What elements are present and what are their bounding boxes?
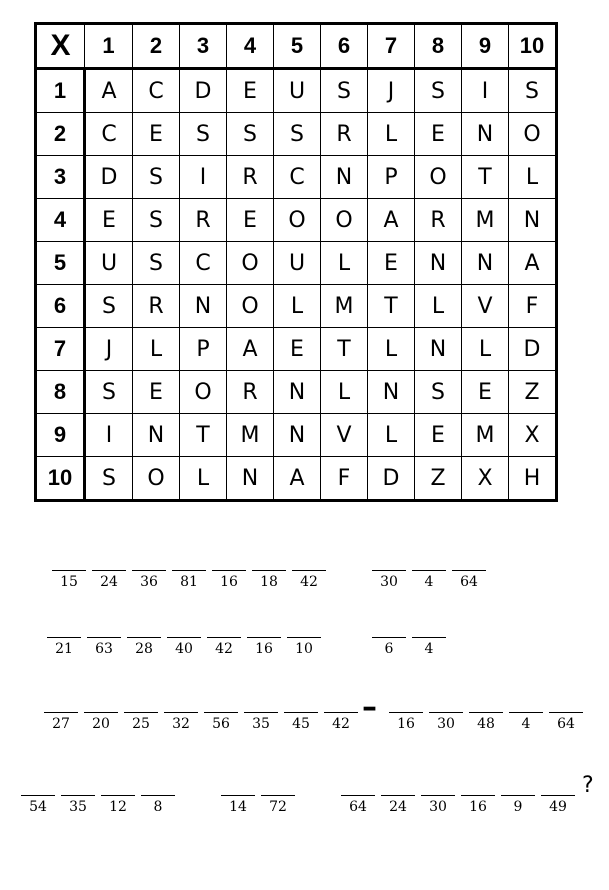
grid-cell: N <box>368 371 415 414</box>
row-header: 4 <box>36 199 85 242</box>
grid-cell: S <box>274 113 321 156</box>
grid-cell: L <box>133 328 180 371</box>
grid-cell: S <box>133 156 180 199</box>
grid-cell: J <box>368 69 415 113</box>
grid-cell: S <box>133 242 180 285</box>
answer-blank[interactable]: 16 <box>212 570 246 600</box>
grid-cell: L <box>274 285 321 328</box>
grid-cell: R <box>227 156 274 199</box>
grid-row <box>36 285 557 328</box>
grid-cell: A <box>274 457 321 501</box>
grid-cell: E <box>415 113 462 156</box>
question-mark: ? <box>582 773 594 798</box>
grid-cell: R <box>180 199 227 242</box>
grid-cell: L <box>368 414 415 457</box>
grid-cell: L <box>368 113 415 156</box>
grid-cell: O <box>321 199 368 242</box>
row-header: 10 <box>36 457 85 501</box>
grid-cell: S <box>180 113 227 156</box>
answer-blank[interactable]: 24 <box>92 570 126 600</box>
grid-cell: E <box>274 328 321 371</box>
grid-cell: N <box>415 242 462 285</box>
grid-cell: S <box>321 69 368 113</box>
grid-cell: L <box>321 242 368 285</box>
grid-cell: J <box>85 328 133 371</box>
row-header: 1 <box>36 69 85 113</box>
answer-blank[interactable]: 32 <box>164 712 198 742</box>
grid-cell: E <box>368 242 415 285</box>
hyphen-mark: – <box>362 690 377 725</box>
row-header: 9 <box>36 414 85 457</box>
grid-cell: S <box>227 113 274 156</box>
answer-blank[interactable]: 12 <box>101 795 135 825</box>
answer-blank[interactable]: 42 <box>207 637 241 667</box>
grid-cell: N <box>180 285 227 328</box>
grid-cell: M <box>227 414 274 457</box>
grid-cell: P <box>180 328 227 371</box>
grid-cell: T <box>462 156 509 199</box>
column-header: 6 <box>321 24 368 69</box>
grid-cell: M <box>462 199 509 242</box>
grid-row <box>36 199 557 242</box>
grid-cell: D <box>85 156 133 199</box>
grid-cell: S <box>133 199 180 242</box>
grid-cell: S <box>85 457 133 501</box>
grid-cell: U <box>274 242 321 285</box>
answer-blank[interactable]: 56 <box>204 712 238 742</box>
grid-cell: D <box>509 328 557 371</box>
grid-cell: T <box>180 414 227 457</box>
grid-cell: E <box>85 199 133 242</box>
answer-blank[interactable]: 63 <box>87 637 121 667</box>
grid-cell: N <box>509 199 557 242</box>
grid-cell: L <box>462 328 509 371</box>
answer-blank[interactable]: 48 <box>469 712 503 742</box>
answer-blank[interactable]: 24 <box>381 795 415 825</box>
puzzle-line <box>0 690 609 752</box>
grid-cell: N <box>415 328 462 371</box>
grid-cell: I <box>180 156 227 199</box>
grid-cell: E <box>462 371 509 414</box>
grid-cell: O <box>133 457 180 501</box>
grid-cell: F <box>509 285 557 328</box>
row-header: 5 <box>36 242 85 285</box>
answer-blank[interactable]: 64 <box>341 795 375 825</box>
column-header: 10 <box>509 24 557 69</box>
answer-blank[interactable]: 28 <box>127 637 161 667</box>
answer-blank[interactable]: 4 <box>412 637 446 667</box>
grid-cell: E <box>227 69 274 113</box>
answer-blank[interactable]: 18 <box>252 570 286 600</box>
puzzle-line <box>0 773 609 835</box>
answer-blank[interactable]: 35 <box>61 795 95 825</box>
grid-cell: X <box>462 457 509 501</box>
answer-blank[interactable]: 15 <box>52 570 86 600</box>
grid-header-row <box>36 24 557 69</box>
answer-blank[interactable]: 40 <box>167 637 201 667</box>
grid-cell: S <box>85 285 133 328</box>
column-header: 8 <box>415 24 462 69</box>
answer-blank[interactable]: 30 <box>421 795 455 825</box>
answer-blank[interactable]: 25 <box>124 712 158 742</box>
cipher-grid <box>34 22 558 502</box>
answer-blank[interactable]: 10 <box>287 637 321 667</box>
answer-blank[interactable]: 45 <box>284 712 318 742</box>
grid-cell: N <box>462 113 509 156</box>
grid-cell: O <box>180 371 227 414</box>
answer-blank[interactable]: 30 <box>429 712 463 742</box>
grid-cell: D <box>368 457 415 501</box>
answer-blank[interactable]: 64 <box>452 570 486 600</box>
answer-blank[interactable]: 64 <box>549 712 583 742</box>
puzzle-line <box>0 637 609 677</box>
grid-cell: C <box>85 113 133 156</box>
answer-blank[interactable]: 36 <box>132 570 166 600</box>
grid-cell: D <box>180 69 227 113</box>
answer-blank[interactable]: 30 <box>372 570 406 600</box>
grid-cell: L <box>368 328 415 371</box>
grid-cell: N <box>274 371 321 414</box>
grid-cell: U <box>274 69 321 113</box>
column-header: 3 <box>180 24 227 69</box>
answer-blank[interactable]: 16 <box>461 795 495 825</box>
grid-cell: N <box>321 156 368 199</box>
grid-row <box>36 242 557 285</box>
answer-blank[interactable]: 72 <box>261 795 295 825</box>
grid-cell: A <box>85 69 133 113</box>
grid-cell: U <box>85 242 133 285</box>
grid-row <box>36 113 557 156</box>
grid-cell: S <box>509 69 557 113</box>
grid-cell: T <box>321 328 368 371</box>
grid-row <box>36 414 557 457</box>
grid-cell: O <box>227 285 274 328</box>
grid-cell: L <box>321 371 368 414</box>
grid-cell: X <box>509 414 557 457</box>
grid-cell: A <box>227 328 274 371</box>
grid-cell: O <box>415 156 462 199</box>
answer-blank[interactable]: 81 <box>172 570 206 600</box>
grid-cell: R <box>415 199 462 242</box>
grid-cell: F <box>321 457 368 501</box>
puzzle-line <box>0 570 609 610</box>
grid-cell: R <box>133 285 180 328</box>
grid-cell: S <box>85 371 133 414</box>
row-header: 6 <box>36 285 85 328</box>
grid-cell: C <box>274 156 321 199</box>
grid-cell: T <box>368 285 415 328</box>
column-header: 1 <box>85 24 133 69</box>
grid-row <box>36 156 557 199</box>
answer-blank[interactable]: 14 <box>221 795 255 825</box>
grid-cell: E <box>415 414 462 457</box>
answer-blank[interactable]: 21 <box>47 637 81 667</box>
answer-blank[interactable]: 4 <box>509 712 543 742</box>
grid-row <box>36 371 557 414</box>
grid-cell: V <box>321 414 368 457</box>
answer-blank[interactable]: 49 <box>541 795 575 825</box>
grid-cell: O <box>509 113 557 156</box>
grid-cell: L <box>415 285 462 328</box>
column-header: 9 <box>462 24 509 69</box>
grid-cell: A <box>509 242 557 285</box>
grid-row <box>36 69 557 113</box>
answer-blank[interactable]: 8 <box>141 795 175 825</box>
row-header: 8 <box>36 371 85 414</box>
grid-cell: A <box>368 199 415 242</box>
grid-cell: E <box>227 199 274 242</box>
grid-cell: R <box>321 113 368 156</box>
grid-cell: C <box>133 69 180 113</box>
answer-blank[interactable]: 27 <box>44 712 78 742</box>
grid-corner-label: X <box>36 24 85 69</box>
answer-blank[interactable]: 42 <box>324 712 358 742</box>
grid-cell: I <box>85 414 133 457</box>
answer-blank[interactable]: 4 <box>412 570 446 600</box>
row-header: 2 <box>36 113 85 156</box>
grid-cell: S <box>415 371 462 414</box>
row-header: 7 <box>36 328 85 371</box>
grid-cell: S <box>415 69 462 113</box>
grid-cell: N <box>462 242 509 285</box>
grid-cell: N <box>133 414 180 457</box>
answer-blank[interactable]: 20 <box>84 712 118 742</box>
grid-cell: Z <box>415 457 462 501</box>
grid-cell: I <box>462 69 509 113</box>
grid-cell: E <box>133 371 180 414</box>
grid-cell: M <box>462 414 509 457</box>
grid-cell: N <box>274 414 321 457</box>
column-header: 2 <box>133 24 180 69</box>
grid-cell: L <box>509 156 557 199</box>
grid-cell: H <box>509 457 557 501</box>
grid-row <box>36 457 557 501</box>
grid-cell: E <box>133 113 180 156</box>
grid-cell: O <box>227 242 274 285</box>
grid-cell: R <box>227 371 274 414</box>
grid-cell: M <box>321 285 368 328</box>
row-header: 3 <box>36 156 85 199</box>
answer-blank[interactable]: 54 <box>21 795 55 825</box>
grid-cell: Z <box>509 371 557 414</box>
answer-blank[interactable]: 9 <box>501 795 535 825</box>
grid-cell: C <box>180 242 227 285</box>
column-header: 4 <box>227 24 274 69</box>
column-header: 7 <box>368 24 415 69</box>
column-header: 5 <box>274 24 321 69</box>
grid-row <box>36 328 557 371</box>
grid-cell: O <box>274 199 321 242</box>
grid-cell: V <box>462 285 509 328</box>
answer-blank[interactable]: 6 <box>372 637 406 667</box>
answer-blank[interactable]: 42 <box>292 570 326 600</box>
answer-blank[interactable]: 35 <box>244 712 278 742</box>
grid-cell: P <box>368 156 415 199</box>
grid-cell: N <box>227 457 274 501</box>
answer-blank[interactable]: 16 <box>247 637 281 667</box>
answer-blank[interactable]: 16 <box>389 712 423 742</box>
grid-cell: L <box>180 457 227 501</box>
